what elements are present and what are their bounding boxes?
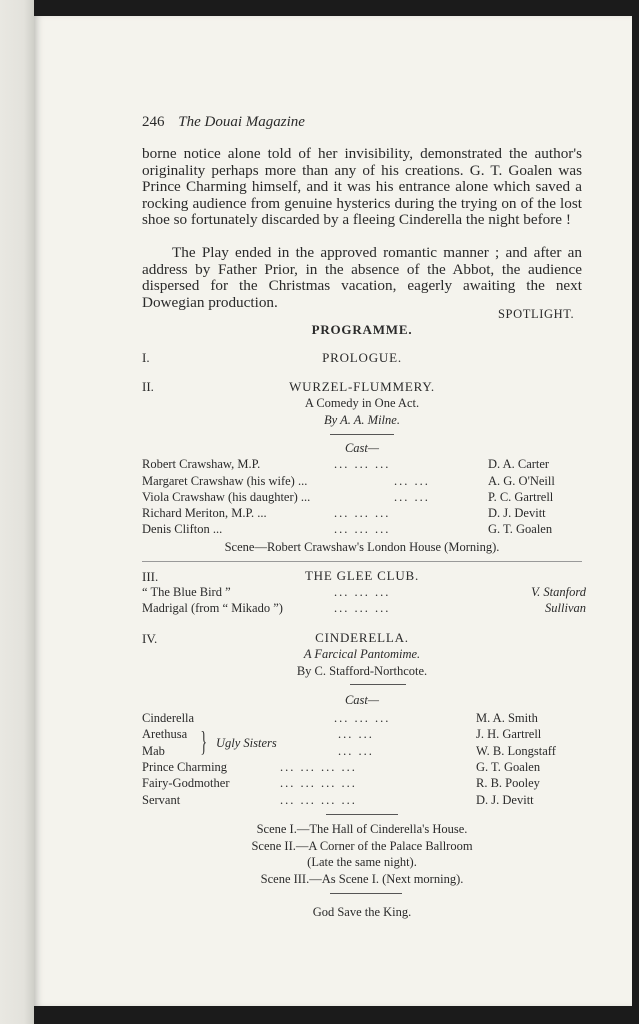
cast-row [142, 760, 592, 776]
section-2-cast-label: Cast— [344, 441, 380, 455]
leader-dots: ... ... [338, 744, 374, 758]
section-1-number: I. [142, 350, 150, 365]
leader-dots: ... ... ... [334, 601, 391, 615]
cast-row [142, 727, 592, 743]
leader-dots: ... ... ... ... [280, 760, 357, 774]
leader-dots: ... ... ... ... [280, 793, 357, 807]
running-header [142, 114, 305, 131]
page-gutter [0, 0, 34, 1024]
cast-actor: M. A. Smith [476, 711, 538, 725]
leader-dots: ... ... ... ... [280, 776, 357, 790]
section-4-title: CINDERELLA. [315, 630, 409, 645]
closing-line: God Save the King. [312, 905, 412, 919]
cast-role: Mab [142, 744, 165, 758]
section-4-cast-label: Cast— [344, 693, 380, 707]
cast-role: Servant [142, 793, 181, 807]
programme-heading: PROGRAMME. [311, 322, 413, 337]
cast-actor: D. A. Carter [488, 457, 550, 471]
scene-line: (Late the same night). [307, 855, 417, 869]
section-3-title: THE GLEE CLUB. [304, 568, 420, 583]
scene-line: Scene III.—As Scene I. (Next morning). [260, 872, 464, 886]
composer: Sullivan [545, 601, 586, 615]
divider [330, 893, 402, 894]
leader-dots: ... ... ... [334, 711, 391, 725]
divider [330, 434, 394, 435]
leader-dots: ... ... [394, 490, 430, 504]
magazine-title: The Douai Magazine [178, 114, 305, 130]
cast-actor: D. J. Devitt [488, 506, 546, 520]
section-4-author: By C. Stafford-Northcote. [296, 664, 428, 678]
cast-role: Robert Crawshaw, M.P. [142, 457, 261, 471]
leader-dots: ... ... ... [334, 522, 391, 536]
cast-row [142, 776, 592, 792]
cast-actor: G. T. Goalen [488, 522, 553, 536]
leader-dots: ... ... ... [334, 457, 391, 471]
piece-title: “ The Blue Bird ” [142, 585, 231, 599]
cast-actor: R. B. Pooley [476, 776, 540, 790]
section-4-number: IV. [142, 631, 158, 646]
section-3-number: III. [142, 569, 159, 584]
paragraph-2: The Play ended in the approved romantic manner ; and after an address by Father Prior, in the absence of the Abbot, the audience dispersed for the Christmas vacation, eagerly awaiting the next Dowegian production. [142, 244, 582, 311]
cast-role: Denis Clifton ... [142, 522, 223, 536]
cast-role: Prince Charming [142, 760, 228, 774]
glee-row [142, 601, 592, 617]
divider [350, 684, 406, 685]
cast-row [142, 793, 592, 809]
cast-role: Arethusa [142, 727, 188, 741]
cast-actor: W. B. Longstaff [476, 744, 556, 758]
divider [142, 561, 582, 562]
section-1-title: PROLOGUE. [322, 350, 402, 365]
cast-actor: J. H. Gartrell [476, 727, 542, 741]
cast-row [142, 506, 592, 522]
cast-actor: P. C. Gartrell [488, 490, 554, 504]
cast-role: Cinderella [142, 711, 195, 725]
leader-dots: ... ... [394, 474, 430, 488]
cast-role: Margaret Crawshaw (his wife) ... [142, 474, 308, 488]
leader-dots: ... ... ... [334, 585, 391, 599]
cast-row [142, 744, 592, 760]
piece-title: Madrigal (from “ Mikado ”) [142, 601, 283, 615]
section-2-number: II. [142, 379, 154, 394]
cast-actor: D. J. Devitt [476, 793, 534, 807]
cast-actor: G. T. Goalen [476, 760, 541, 774]
leader-dots: ... ... ... [334, 506, 391, 520]
section-2-title: WURZEL-FLUMMERY. [289, 379, 435, 394]
divider [326, 814, 398, 815]
brace-symbol: } [200, 727, 208, 758]
cast-row [142, 490, 592, 506]
cast-row [142, 522, 592, 538]
glee-row [142, 585, 592, 601]
cast-row [142, 474, 592, 490]
cast-row [142, 457, 592, 473]
page-number: 246 [142, 114, 165, 130]
cast-role: Richard Meriton, M.P. ... [142, 506, 267, 520]
signature: SPOTLIGHT. [498, 307, 575, 321]
composer: V. Stanford [531, 585, 586, 599]
ugly-sisters-label: Ugly Sisters [216, 736, 277, 750]
cast-row [142, 711, 592, 727]
scene-line: Scene I.—The Hall of Cinderella's House. [256, 822, 468, 836]
section-2-subtitle: A Comedy in One Act. [304, 396, 420, 410]
cast-actor: A. G. O'Neill [488, 474, 555, 488]
scene-line: Scene II.—A Corner of the Palace Ballroom [251, 839, 473, 853]
section-2-scene: Scene—Robert Crawshaw's London House (Morning). [224, 540, 500, 554]
section-2-author: By A. A. Milne. [324, 413, 400, 427]
cast-role: Viola Crawshaw (his daughter) ... [142, 490, 311, 504]
leader-dots: ... ... [338, 727, 374, 741]
paragraph-1: borne notice alone told of her invisibility, demonstrated the author's originality perhaps more than any of his creations. G. T. Goalen was Prince Charming himself, and it was his entrance alone which saved a rocking audience from genuine hysterics during the trying on of the lost shoe so fortunately discarded by a fleeing Cinderella the night before ! [142, 145, 582, 229]
cast-role: Fairy-Godmother [142, 776, 230, 790]
section-4-subtitle: A Farcical Pantomime. [303, 647, 421, 661]
